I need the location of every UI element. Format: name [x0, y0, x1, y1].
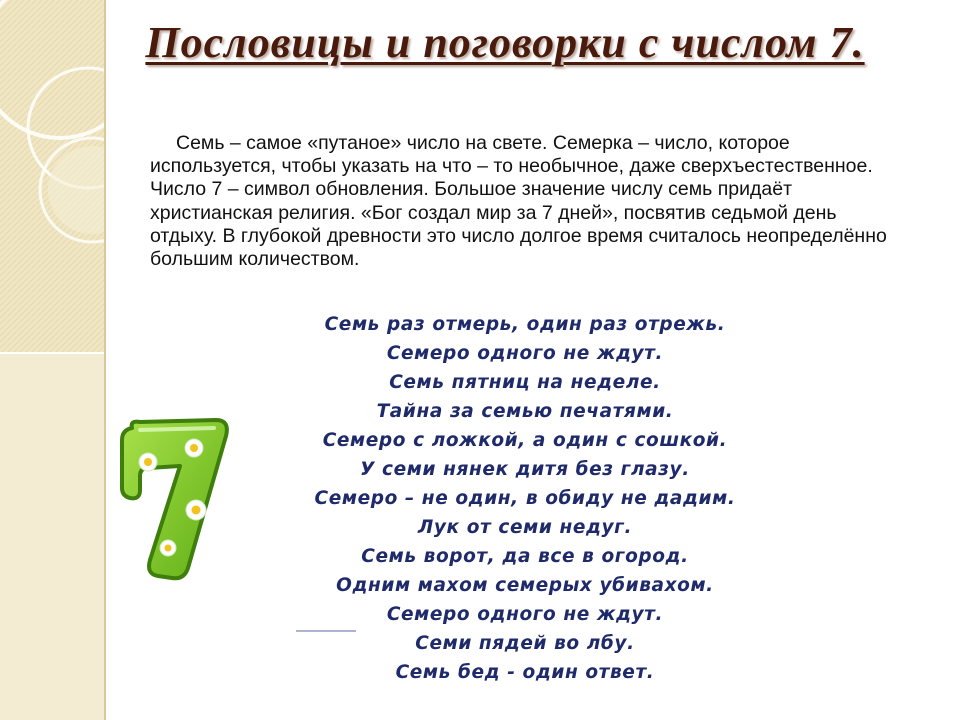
proverb-item: Семь пятниц на неделе. [389, 372, 661, 393]
intro-paragraph: Семь – самое «путаное» число на свете. Семерка – число, которое используется, чтобы указать на что – то необычное, даже сверхъестественное. Число 7 – символ обновления. Большое значение числу семь придаёт христианская религия. «Бог создал мир за 7 дней», посвятив седьмой день отдыху. В глубокой древности это число долгое время считалось неопределённо большим количеством. [150, 132, 887, 271]
proverb-item: Лук от семи недуг. [417, 517, 633, 538]
daisy-icon [186, 500, 206, 520]
daisy-icon [185, 439, 203, 457]
sidebar-ornament [0, 0, 106, 720]
watermark-mark [296, 628, 356, 634]
daisy-icon [139, 453, 157, 471]
proverb-item: Семи пядей во лбу. [415, 633, 635, 654]
green-seven-icon [118, 418, 240, 584]
proverb-item: Семеро с ложкой, а один с сошкой. [322, 430, 728, 451]
proverb-item: Семь бед - один ответ. [395, 662, 655, 683]
proverb-item: Семь ворот, да все в огород. [361, 546, 689, 567]
proverb-item: Семеро одного не ждут. [386, 604, 664, 625]
slide-title: Пословицы и поговорки с числом 7. [145, 18, 865, 67]
proverb-item: Семеро – не один, в обиду не дадим. [314, 488, 736, 509]
proverb-item: Тайна за семью печатями. [376, 401, 674, 422]
daisy-icon [160, 540, 176, 556]
proverb-item: Семеро одного не ждут. [386, 343, 664, 364]
proverb-item: Одним махом семерых убивахом. [336, 575, 714, 596]
proverb-item: Семь раз отмерь, один раз отрежь. [324, 314, 726, 335]
proverb-item: У семи нянек дитя без глазу. [360, 459, 690, 480]
